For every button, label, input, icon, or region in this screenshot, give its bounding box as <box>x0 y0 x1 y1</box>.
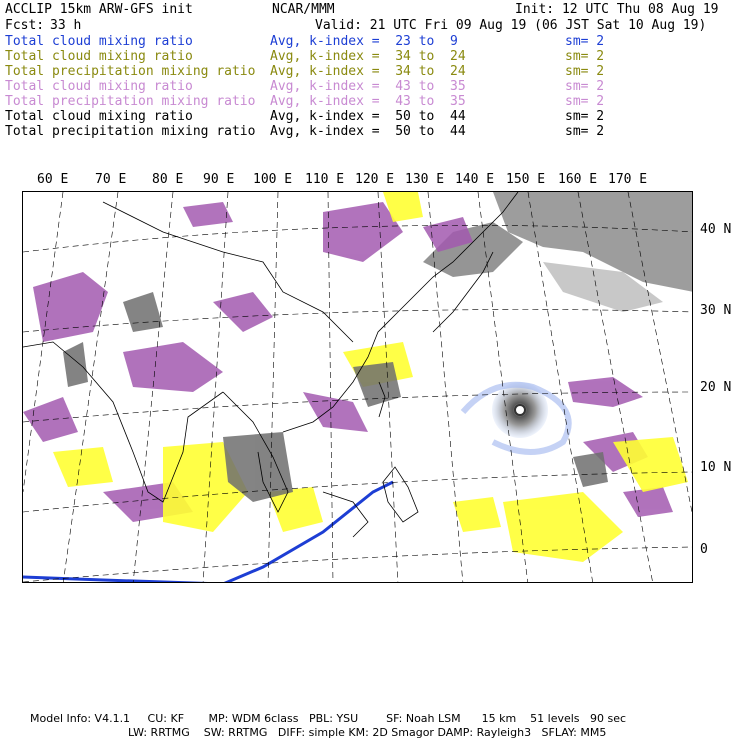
legend-row-avg: Avg, k-index = 34 to 24 <box>270 49 466 64</box>
center-title: NCAR/MMM <box>272 2 335 17</box>
legend-row-sm: sm= 2 <box>565 34 605 49</box>
legend-row-sm: sm= 2 <box>565 49 605 64</box>
legend-row-avg: Avg, k-index = 23 to 9 <box>270 34 458 49</box>
legend-row-name: Total cloud mixing ratio <box>5 34 193 49</box>
lon-label: 170 E <box>608 172 648 187</box>
lon-label: 160 E <box>558 172 598 187</box>
legend-row-sm: sm= 2 <box>565 64 605 79</box>
legend-row-avg: Avg, k-index = 50 to 44 <box>270 109 466 124</box>
legend-row-avg: Avg, k-index = 34 to 24 <box>270 64 466 79</box>
map-svg <box>23 192 693 583</box>
legend-row-name: Total cloud mixing ratio <box>5 109 193 124</box>
lon-label: 110 E <box>305 172 345 187</box>
legend-row-name: Total cloud mixing ratio <box>5 49 193 64</box>
lon-label: 120 E <box>355 172 395 187</box>
lon-label: 100 E <box>253 172 293 187</box>
legend-row-name: Total precipitation mixing ratio <box>5 124 256 139</box>
legend-row-name: Total precipitation mixing ratio <box>5 94 256 109</box>
lon-label: 140 E <box>455 172 495 187</box>
legend-row-sm: sm= 2 <box>565 109 605 124</box>
lat-label: 0 <box>700 542 708 557</box>
lon-label: 150 E <box>506 172 546 187</box>
footer-model-info: Model Info: V4.1.1 CU: KF MP: WDM 6class PBL: YSU SF: Noah LSM 15 km 51 levels 90 sec <box>30 712 627 725</box>
lon-label: 70 E <box>95 172 127 187</box>
legend-row-avg: Avg, k-index = 43 to 35 <box>270 79 466 94</box>
init-time: Init: 12 UTC Thu 08 Aug 19 <box>515 2 719 17</box>
lon-label: 60 E <box>37 172 69 187</box>
map-panel <box>22 191 693 583</box>
lat-label: 10 N <box>700 460 732 475</box>
lat-label: 40 N <box>700 222 732 237</box>
legend-row-name: Total cloud mixing ratio <box>5 79 193 94</box>
legend-row-avg: Avg, k-index = 50 to 44 <box>270 124 466 139</box>
typhoon-eye <box>515 405 525 415</box>
legend-row-sm: sm= 2 <box>565 79 605 94</box>
fcst-value: 33 h <box>50 18 82 33</box>
legend-row-sm: sm= 2 <box>565 94 605 109</box>
lon-label: 90 E <box>203 172 235 187</box>
legend-row-sm: sm= 2 <box>565 124 605 139</box>
lon-label: 130 E <box>405 172 445 187</box>
lat-label: 30 N <box>700 303 732 318</box>
lon-label: 80 E <box>152 172 184 187</box>
footer-physics: LW: RRTMG SW: RRTMG DIFF: simple KM: 2D Smagor DAMP: Rayleigh3 SFLAY: MM5 <box>128 726 607 739</box>
model-title: ACCLIP 15km ARW-GFS init <box>5 2 193 17</box>
fcst-label: Fcst: <box>5 18 45 33</box>
lat-label: 20 N <box>700 380 732 395</box>
legend-row-name: Total precipitation mixing ratio <box>5 64 256 79</box>
valid-time: Valid: 21 UTC Fri 09 Aug 19 (06 JST Sat 10 Aug 19) <box>315 18 707 33</box>
legend-row-avg: Avg, k-index = 43 to 35 <box>270 94 466 109</box>
